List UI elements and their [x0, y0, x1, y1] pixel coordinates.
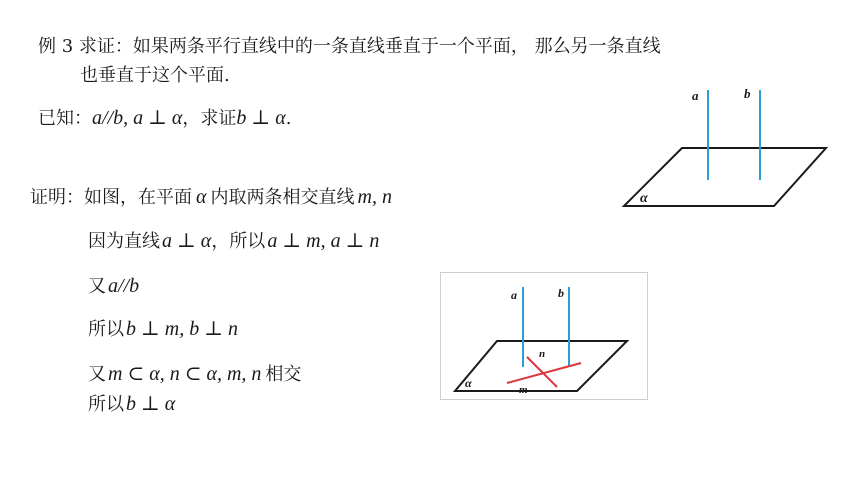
fig2-label-plane: α	[465, 376, 472, 390]
proof-line-1	[30, 185, 392, 210]
proof-l6-m: b ⊥ α	[126, 393, 176, 415]
proof-l4-text: 所以	[88, 319, 124, 340]
fig2-label-a: a	[511, 288, 517, 302]
given-claim: b ⊥ α	[236, 107, 286, 129]
proof-l5-text: 又	[88, 364, 106, 385]
example-statement-line2	[80, 64, 230, 88]
fig1-label-a: a	[692, 88, 699, 103]
proof-l1-mn: m, n	[357, 186, 392, 208]
proof-l5-m: m ⊂ α, n ⊂ α, m, n	[108, 363, 262, 385]
proof-l5-text2: 相交	[265, 364, 302, 385]
fig2-line-n	[527, 357, 557, 387]
proof-l2-text2: ，所以	[211, 231, 266, 252]
proof-l2-m2: a ⊥ m, a ⊥ n	[267, 230, 380, 252]
fig1-plane	[624, 148, 826, 206]
fig2-label-n: n	[539, 348, 546, 360]
proof-line-3	[88, 274, 139, 299]
proof-l3-text: 又	[88, 276, 106, 297]
proof-l4-m: b ⊥ m, b ⊥ n	[126, 318, 239, 340]
proof-l6-text: 所以	[88, 394, 124, 415]
given-label: 已知：	[38, 108, 92, 129]
figure-1	[620, 78, 840, 218]
fig1-label-b: b	[744, 86, 751, 101]
proof-l1-alpha: α	[196, 186, 207, 208]
proof-line-2	[88, 229, 379, 254]
proof-line-5	[88, 362, 301, 387]
given-premise: a//b, a ⊥ α	[92, 107, 183, 129]
given-sep: ，求证	[182, 108, 237, 129]
figure-2	[441, 273, 647, 399]
proof-line-6	[88, 392, 175, 417]
proof-l2-text: 因为直线	[88, 231, 160, 252]
proof-l1-text2: 内取两条相交直线	[210, 187, 355, 208]
proof-l3-m: a//b	[108, 275, 140, 297]
example-statement-line1	[38, 35, 661, 59]
example-text-1: 例 3 求证：如果两条平行直线中的一条直线垂直于一个平面， 那么另一条直线	[38, 36, 661, 57]
fig1-label-plane: α	[640, 191, 648, 206]
fig2-label-m: m	[519, 384, 528, 396]
proof-line-4	[88, 317, 238, 342]
given-line	[38, 106, 291, 131]
proof-l1-text: 证明：如图，在平面	[30, 187, 192, 208]
example-text-2: 也垂直于这个平面.	[80, 65, 230, 86]
fig2-label-b: b	[558, 286, 564, 300]
given-end: .	[285, 108, 292, 129]
proof-l2-m1: a ⊥ α	[162, 230, 212, 252]
